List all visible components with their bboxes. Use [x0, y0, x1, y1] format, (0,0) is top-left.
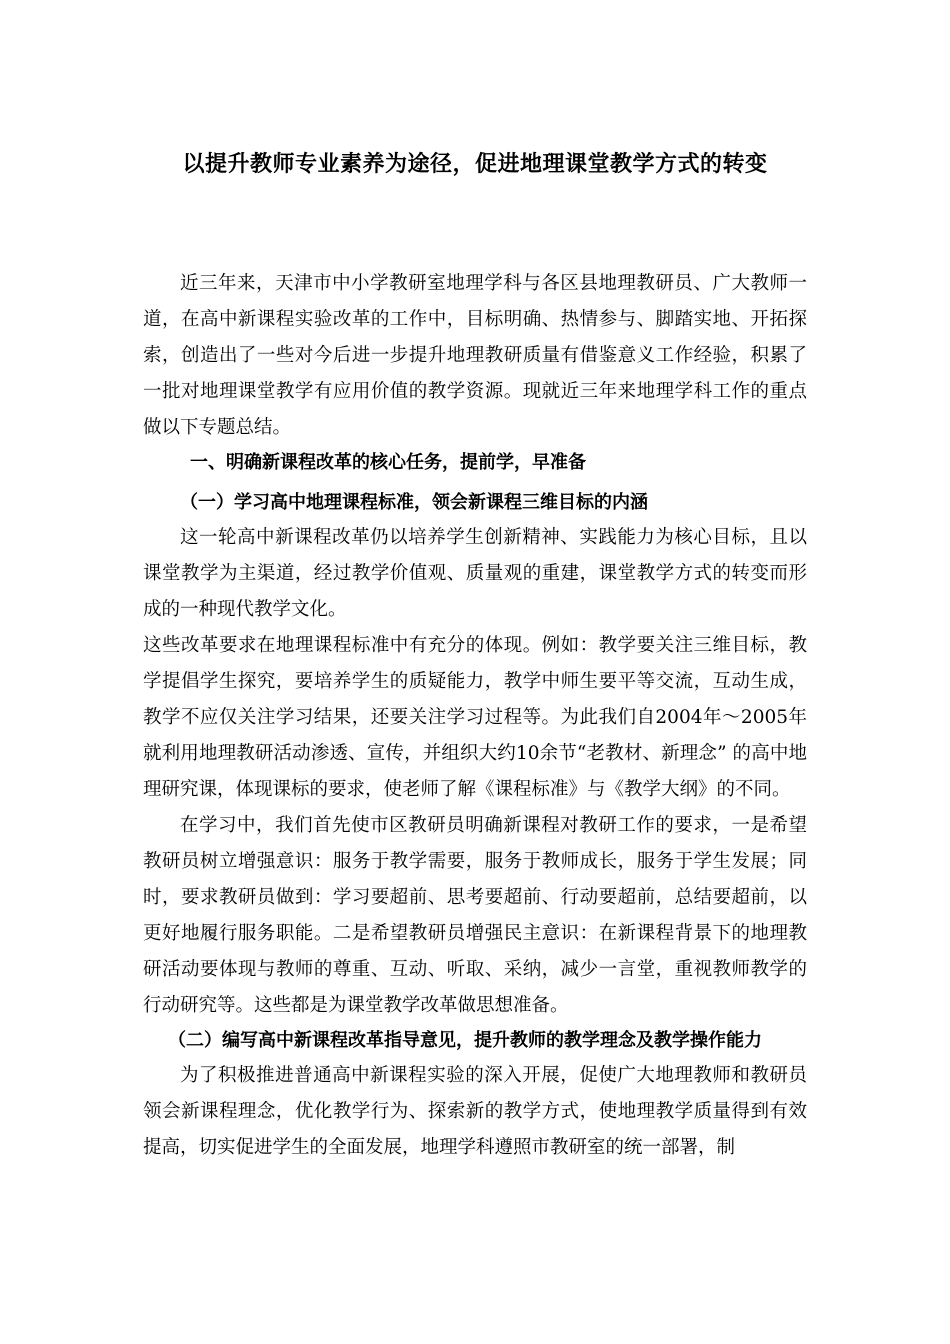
intro-paragraph: 近三年来，天津市中小学教研室地理学科与各区县地理教研员、广大教师一道，在高中新课程实验改革的工作中，目标明确、热情参与、脚踏实地、开拓探索，创造出了一些对今后进一步提升地理教研质量有借鉴意义工作经验，积累了一批对地理课堂教学有应用价值的教学资源。现就近三年来地理学科工作的重点做以下专题总结。: [143, 273, 807, 438]
body-paragraph: 这些改革要求在地理课程标准中有充分的体现。例如：教学要关注三维目标，教学提倡学生探究，要培养学生的质疑能力，教学中师生要平等交流，互动生成，教学不应仅关注学习结果，还要关注学习过程等。为此我们自2004年～2005年就利用地理教研活动渗透、宣传，并组织大约10余节“老教材、新理念” 的高中地理研究课，体现课标的要求，使老师了解《课程标准》与《教学大纲》的不同。: [143, 635, 807, 800]
body-paragraph: 这一轮高中新课程改革仍以培养学生创新精神、实践能力为核心目标，且以课堂教学为主渠道，经过教学价值观、质量观的重建，课堂教学方式的转变而形成的一种现代教学文化。: [143, 527, 807, 620]
document-title: 以提升教师专业素养为途径，促进地理课堂教学方式的转变: [182, 151, 768, 177]
body-paragraph: 为了积极推进普通高中新课程实验的深入开展，促使广大地理教师和教研员领会新课程理念，优化教学行为、探索新的教学方式，使地理教学质量得到有效提高，切实促进学生的全面发展，地理学科遵照市教研室的统一部署，制: [143, 1065, 807, 1158]
document-body: [143, 266, 807, 1166]
section-heading-1: 一、明确新课程改革的核心任务，提前学，早准备: [190, 452, 586, 473]
subsection-heading-2: （二）编写高中新课程改革指导意见，提升教师的教学理念及教学操作能力: [168, 1030, 762, 1051]
subsection-heading-1: （一）学习高中地理课程标准，领会新课程三维目标的内涵: [180, 492, 648, 513]
body-paragraph: 在学习中，我们首先使市区教研员明确新课程对教研工作的要求，一是希望教研员树立增强意识：服务于教学需要，服务于教师成长，服务于学生发展；同时，要求教研员做到：学习要超前、思考要超前、行动要超前，总结要超前，以更好地履行服务职能。二是希望教研员增强民主意识：在新课程背景下的地理教研活动要体现与教师的尊重、互动、听取、采纳，减少一言堂，重视教师教学的行动研究等。这些都是为课堂教学改革做思想准备。: [143, 815, 807, 1016]
